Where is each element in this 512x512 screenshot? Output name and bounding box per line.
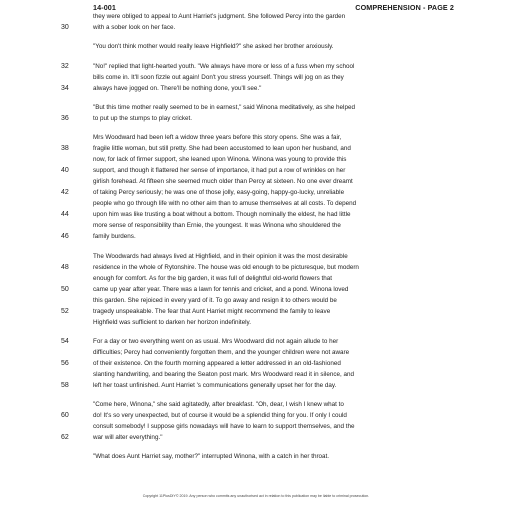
passage-text: support, and though it flattered her sense of importance, it had put a row of wrinkles on her (93, 167, 346, 174)
copyright-footer: Copyright 11PlusDIY© 2019. Any person who commits any unauthorised act in relation to this publication may be liable to criminal prosecution. (142, 494, 370, 498)
passage-text: fragile little woman, but still pretty. She had been accustomed to lean upon her husband, and (93, 145, 351, 152)
passage-text: Highfield was sufficient to darken her horizon indefinitely. (93, 319, 251, 326)
paper-code: 14-001 (93, 3, 116, 12)
passage-text: war will alter everything." (93, 434, 163, 441)
passage-text: family burdens. (93, 233, 136, 240)
line-number: 58 (61, 382, 69, 389)
line-number: 46 (61, 233, 69, 240)
passage-text: more sense of responsibility than Ernie, the youngest. It was Winona who shouldered the (93, 222, 341, 229)
passage-text: they were obliged to appeal to Aunt Harriet's judgment. She followed Percy into the garden (93, 13, 346, 20)
passage-text: bills come in. It'll soon fizzle out again! Don't you stress yourself. Things will jog on as they (93, 74, 344, 81)
passage-text: left her toast unfinished. Aunt Harriet 's communications generally upset her for the day. (93, 382, 337, 389)
passage-text: slanting handwriting, and bearing the Seaton post mark. Mrs Woodward read it in silence, and (93, 371, 355, 378)
passage-text: difficulties; Percy had conveniently forgotten them, and the younger children were not aware (93, 349, 350, 356)
passage-text: "What does Aunt Harriet say, mother?" interrupted Winona, with a catch in her throat. (93, 453, 330, 460)
passage-text: For a day or two everything went on as usual. Mrs Woodward did not again allude to her (93, 338, 339, 345)
passage-text: Mrs Woodward had been left a widow three years before this story opens. She was a fair, (93, 134, 342, 141)
passage-text: with a sober look on her face. (93, 24, 176, 31)
passage-text: this garden. She rejoiced in every yard of it. To go away and resign it to others would be (93, 297, 337, 304)
line-number: 60 (61, 412, 69, 419)
line-number: 56 (61, 360, 69, 367)
line-number: 32 (61, 63, 69, 70)
passage-text: enough for comfort. As for the big garden, it was full of delightful old-world flowers that (93, 275, 333, 282)
passage-text: consult somebody! I suppose girls nowadays will have to learn to support themselves, and the (93, 423, 355, 430)
line-number: 36 (61, 115, 69, 122)
passage-text: tragedy unspeakable. The fear that Aunt Harriet might recommend the family to leave (93, 308, 331, 315)
passage-text: "You don't think mother would really leave Highfield?" she asked her brother anxiously. (93, 43, 334, 50)
passage-text: "But this time mother really seemed to be in earnest," said Winona meditatively, as she helped (93, 104, 355, 111)
section-title: COMPREHENSION - PAGE 2 (355, 3, 454, 12)
passage-text: now, for lack of firmer support, she leaned upon Winona. Winona was young to provide this (93, 156, 347, 163)
passage-text: came up year after year. There was a lawn for tennis and cricket, and a pond. Winona loved (93, 286, 349, 293)
line-number: 48 (61, 264, 69, 271)
passage-text: residence in the whole of Rytonshire. The house was old enough to be picturesque, but modern (93, 264, 359, 271)
passage-text: of their existence. On the fourth morning appeared a letter addressed in an old-fashioned (93, 360, 341, 367)
passage-text: to put up the stumps to play cricket. (93, 115, 193, 122)
passage-text: always have jogged on. There'll be nothing done, you'll see." (93, 85, 262, 92)
passage-text: upon him was like trusting a boat without a bottom. Though nominally the eldest, he had little (93, 211, 351, 218)
passage-text: girlish forehead. At fifteen she seemed much older than Percy at sixteen. No one ever dreamt (93, 178, 353, 185)
passage-text: The Woodwards had always lived at Highfield, and in their opinion it was the most desirable (93, 253, 348, 260)
line-number: 50 (61, 286, 69, 293)
line-number: 30 (61, 24, 69, 31)
passage-text: of taking Percy seriously; he was one of those jolly, easy-going, happy-go-lucky, unreliable (93, 189, 345, 196)
passage-text: "Come here, Winona," she said agitatedly, after breakfast. "Oh, dear, I wish I knew what to (93, 401, 344, 408)
line-number: 54 (61, 338, 69, 345)
line-number: 52 (61, 308, 69, 315)
passage-text: do! It's so very unexpected, but of course it would be a splendid thing for you. If only I could (93, 412, 347, 419)
line-number: 34 (61, 85, 69, 92)
line-number: 40 (61, 167, 69, 174)
passage-text: people who go through life with no other aim than to amuse themselves at all costs. To depend (93, 200, 357, 207)
line-number: 38 (61, 145, 69, 152)
line-number: 42 (61, 189, 69, 196)
line-number: 62 (61, 434, 69, 441)
passage-text: "No!" replied that light-hearted youth. "We always have more or less of a fuss when my school (93, 63, 355, 70)
line-number: 44 (61, 211, 69, 218)
